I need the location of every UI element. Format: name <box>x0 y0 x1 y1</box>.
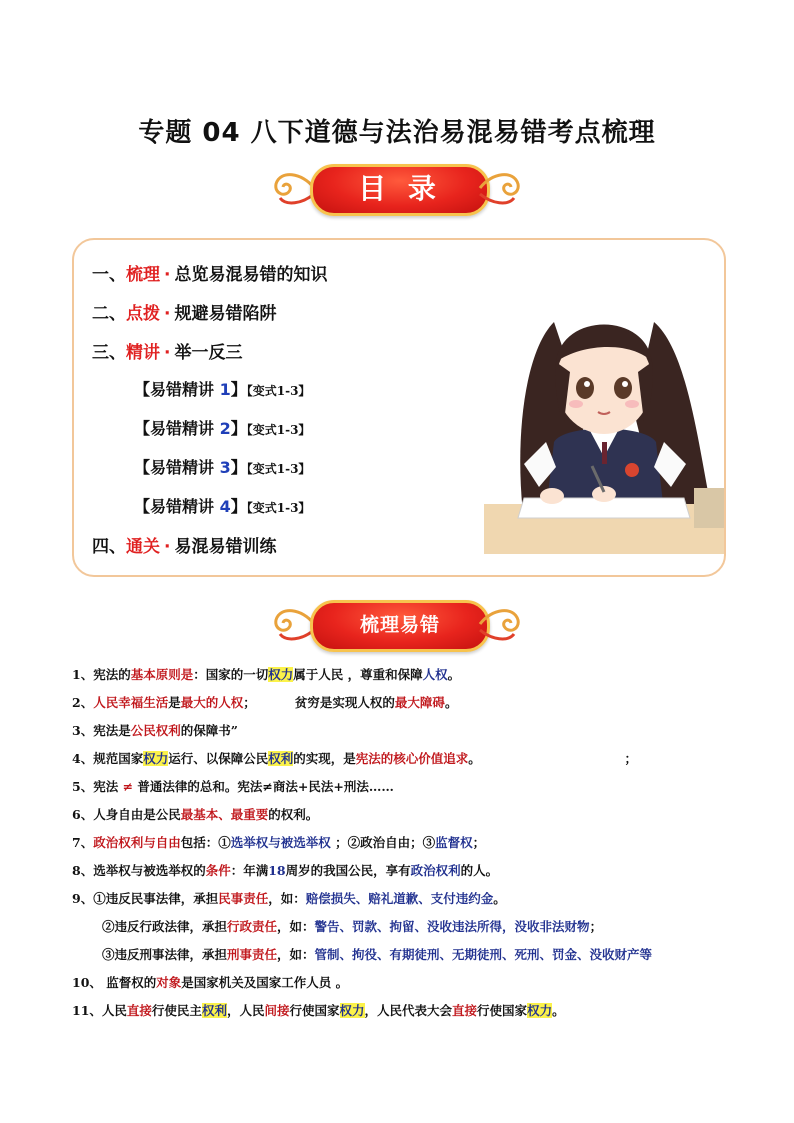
text-segment: 公民权利 <box>130 723 181 738</box>
text-segment: ：年满 <box>230 863 269 878</box>
text-segment: 最大障碍 <box>394 695 445 710</box>
text-segment: 是国家机关及国家工作人员 。 <box>181 975 349 990</box>
text-segment: 18 <box>268 863 286 878</box>
text-segment: 属于人民 ，尊重和保障 <box>293 667 423 682</box>
text-segment: 赔偿损失、赔礼道歉、支付违约金 <box>305 891 494 906</box>
text-segment: ，如： <box>277 947 315 962</box>
text-segment: 行使国家 <box>477 1003 528 1018</box>
text-segment: 的人。 <box>460 863 499 878</box>
text-segment: 的权利。 <box>268 807 319 822</box>
list-item <box>72 721 238 739</box>
text-segment: 的保障书” <box>180 723 238 738</box>
text-segment: ≠ <box>122 779 134 794</box>
list-item <box>72 693 457 711</box>
text-segment: 行使民主 <box>151 1003 202 1018</box>
text-segment: 人民幸福生活 <box>93 695 169 710</box>
text-segment: 政治权利与自由 <box>93 835 181 850</box>
text-segment: ，如： <box>268 891 306 906</box>
text-segment: 最大的人权 <box>180 695 244 710</box>
student-illustration <box>484 292 724 554</box>
text-segment: ； <box>624 751 638 766</box>
text-segment: 。 <box>447 667 461 682</box>
text-segment: ②违反行政法律，承担 <box>102 919 228 934</box>
list-item <box>72 805 318 823</box>
text-segment: 权力 <box>143 751 169 766</box>
toc-item-1[interactable]: 一、梳理 · 总览易混易错的知识 <box>92 265 328 285</box>
text-segment: 人权 <box>422 667 448 682</box>
text-segment: ； <box>589 919 603 934</box>
list-item <box>72 665 460 683</box>
text-segment: 宪法的核心价值追求 <box>355 751 469 766</box>
text-segment: 间接 <box>264 1003 290 1018</box>
toc-sub-1[interactable]: 【易错精讲 1】【变式1-3】 <box>134 380 311 399</box>
text-segment: 政治权利 <box>410 863 461 878</box>
text-segment: 。 <box>493 891 506 906</box>
ornament-icon <box>478 604 522 644</box>
text-segment: 9、①违反民事法律，承担 <box>72 891 219 906</box>
toc-sub-4[interactable]: 【易错精讲 4】【变式1-3】 <box>134 497 311 516</box>
text-segment: 直接 <box>126 1003 152 1018</box>
list-item <box>72 833 485 851</box>
text-segment: 权利 <box>201 1003 227 1018</box>
text-segment: 的实现，是 <box>293 751 356 766</box>
text-segment: 10、 监督权的 <box>72 975 157 990</box>
text-segment: 对象 <box>156 975 182 990</box>
text-segment: 8、选举权与被选举权的 <box>72 863 206 878</box>
text-segment: 行政责任 <box>227 919 278 934</box>
section-banner <box>272 596 522 652</box>
text-segment: 4、规范国家 <box>72 751 144 766</box>
page-title: 专题 04 八下道德与法治易混易错考点梳理 <box>138 118 656 148</box>
text-segment: 周岁的我国公民，享有 <box>285 863 411 878</box>
text-segment: 权力 <box>527 1003 553 1018</box>
text-segment: 7、 <box>72 835 94 850</box>
list-item <box>72 861 498 879</box>
text-segment: ； <box>472 835 486 850</box>
toc-banner <box>272 160 522 216</box>
text-segment: ，人民代表大会 <box>364 1003 453 1018</box>
text-segment: 权利 <box>268 751 294 766</box>
text-segment: 民事责任 <box>218 891 269 906</box>
text-segment: 条件 <box>205 863 231 878</box>
text-segment: 最基本、最重要 <box>180 807 269 822</box>
text-segment: ； 贫穷是实现人权的 <box>243 695 395 710</box>
toc-banner-pill <box>310 164 490 216</box>
text-segment: 基本原则是 <box>130 667 194 682</box>
toc-item-3[interactable]: 三、精讲 · 举一反三 <box>92 343 243 363</box>
text-segment: 。 <box>552 1003 565 1018</box>
text-segment: ；②政治自由；③ <box>330 835 436 850</box>
toc-item-4[interactable]: 四、通关 · 易混易错训练 <box>92 537 277 557</box>
text-segment: 6、人身自由是公民 <box>72 807 181 822</box>
ornament-icon <box>478 168 522 208</box>
text-segment: 是 <box>168 695 181 710</box>
text-segment: 普通法律的总和。宪法≠商法+民法+刑法…… <box>133 779 394 794</box>
text-segment: 直接 <box>452 1003 478 1018</box>
text-segment: 。 <box>468 751 475 766</box>
list-item <box>72 1001 565 1019</box>
text-segment: 刑事责任 <box>227 947 278 962</box>
toc-sub-2[interactable]: 【易错精讲 2】【变式1-3】 <box>134 419 311 438</box>
list-item <box>102 917 602 935</box>
text-segment: ，如： <box>277 919 315 934</box>
text-segment: 监督权 <box>435 835 473 850</box>
text-segment: 2、 <box>72 695 94 710</box>
list-item <box>72 777 394 795</box>
section-banner-pill <box>310 600 490 652</box>
toc-sub-3[interactable]: 【易错精讲 3】【变式1-3】 <box>134 458 311 477</box>
text-segment: ③违反刑事法律，承担 <box>102 947 228 962</box>
list-item <box>72 749 637 767</box>
toc-item-2[interactable]: 二、点拨 · 规避易错陷阱 <box>92 304 277 324</box>
section-banner-label: 梳理易错 <box>359 614 440 636</box>
text-segment: 。 <box>444 695 458 710</box>
list-item <box>102 945 652 963</box>
text-segment: 权力 <box>339 1003 365 1018</box>
text-segment: 11、人民 <box>72 1003 127 1018</box>
text-segment: 行使国家 <box>289 1003 340 1018</box>
text-segment: 选举权与被选举权 <box>230 835 331 850</box>
text-segment: 权力 <box>268 667 294 682</box>
list-item <box>72 973 348 991</box>
text-segment: 3、宪法是 <box>72 723 131 738</box>
text-segment: ，人民 <box>226 1003 265 1018</box>
list-item <box>72 889 506 907</box>
text-segment: 运行、以保障公民 <box>168 751 269 766</box>
text-segment: 管制、拘役、有期徒刑、无期徒刑、死刑、罚金、没收财产等 <box>314 947 653 962</box>
text-segment: 警告、罚款、拘留、没收违法所得，没收非法财物 <box>314 919 590 934</box>
text-segment: ：国家的一切 <box>193 667 269 682</box>
text-segment: 包括：① <box>180 835 231 850</box>
text-segment: 1、宪法的 <box>72 667 131 682</box>
text-segment: 5、宪法 <box>72 779 123 794</box>
toc-banner-label: 目 录 <box>358 172 442 205</box>
